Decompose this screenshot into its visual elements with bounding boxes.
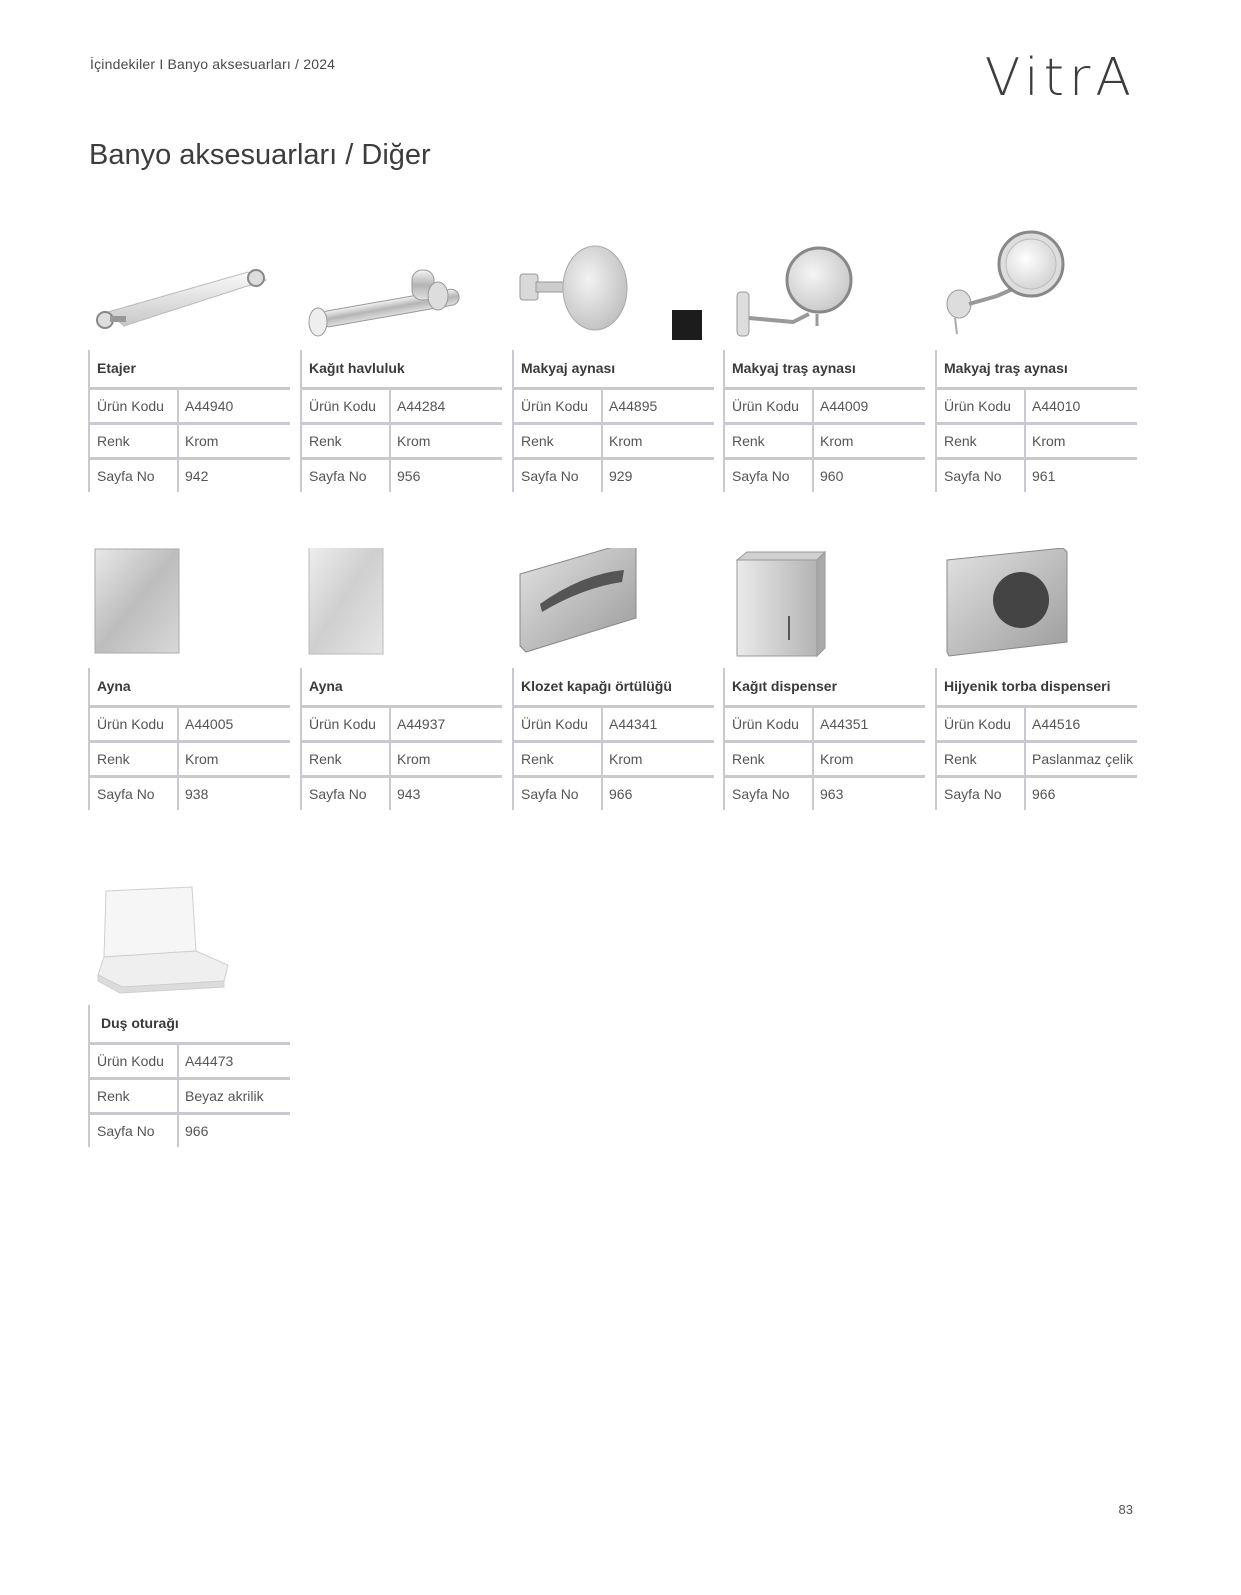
product-page: 938 [185,786,209,802]
product-name: Ayna [90,668,290,708]
product-info [935,668,1137,810]
product-color: Krom [820,751,854,767]
product-image-seat-cover-dispenser [512,548,712,668]
product-color-row [90,425,290,460]
page-label: Sayfa No [302,778,391,810]
color-label: Renk [937,743,1026,775]
product-color-row [725,743,925,778]
product-page: 960 [820,468,844,484]
product-page-row [90,1115,290,1147]
product-page: 966 [609,786,633,802]
product-name: Duş oturağı [90,1005,290,1045]
color-label: Renk [90,425,179,457]
code-label: Ürün Kodu [90,1045,179,1077]
product-page-row [725,460,925,492]
product-color: Krom [397,433,431,449]
product-color: Beyaz akrilik [185,1088,264,1104]
product-code: A44284 [397,398,446,414]
product-image-shelf [88,230,288,350]
product-color-row [302,425,502,460]
code-label: Ürün Kodu [90,708,179,740]
product-info [512,668,714,810]
product-page: 966 [1032,786,1056,802]
product-name: Makyaj traş aynası [937,350,1137,390]
color-label: Renk [725,425,814,457]
product-code: A44473 [185,1053,234,1069]
product-info [88,350,290,492]
breadcrumb-section: Banyo aksesuarları / 2024 [167,56,336,72]
code-label: Ürün Kodu [514,708,603,740]
product-page-row [90,778,290,810]
product-page-row [514,778,714,810]
product-page: 966 [185,1123,209,1139]
code-label: Ürün Kodu [302,390,391,422]
product-code-row [514,390,714,425]
product-code: A44010 [1032,398,1081,414]
product-info [935,350,1137,492]
page-label: Sayfa No [90,1115,179,1147]
product-image-makeup-mirror [512,230,712,350]
product-code: A44940 [185,398,234,414]
page-label: Sayfa No [302,460,391,492]
product-page-row [937,460,1137,492]
product-code-row [302,390,502,425]
page-label: Sayfa No [514,460,603,492]
product-name: Klozet kapağı örtülüğü [514,668,714,708]
product-image-shaving-mirror [723,230,923,350]
product-image-shower-seat [88,885,288,1005]
product-image-lighted-shaving-mirror [935,230,1135,350]
product-code: A44937 [397,716,446,732]
product-color-row [514,743,714,778]
page-label: Sayfa No [725,778,814,810]
product-name: Kağıt havluluk [302,350,502,390]
product-color: Krom [609,751,643,767]
breadcrumb-separator: I [159,56,164,72]
product-image-mirror [88,548,288,668]
code-label: Ürün Kodu [90,390,179,422]
product-code-row [514,708,714,743]
product-color: Krom [185,751,219,767]
product-color-row [514,425,714,460]
product-image-paper-holder [300,230,500,350]
product-image-mirror [300,548,500,668]
product-info [723,668,925,810]
product-code: A44009 [820,398,869,414]
product-color: Paslanmaz çelik [1032,751,1134,767]
product-name: Makyaj traş aynası [725,350,925,390]
product-color: Krom [397,751,431,767]
color-label: Renk [725,743,814,775]
product-code: A44516 [1032,716,1081,732]
product-code: A44341 [609,716,658,732]
code-label: Ürün Kodu [725,708,814,740]
color-label: Renk [937,425,1026,457]
product-color-row [725,425,925,460]
page-label: Sayfa No [90,778,179,810]
product-code-row [90,390,290,425]
product-page-row [725,778,925,810]
product-color: Krom [1032,433,1066,449]
product-color: Krom [185,433,219,449]
product-code-row [937,390,1137,425]
product-name: Hijyenik torba dispenseri [937,668,1137,708]
code-label: Ürün Kodu [937,390,1026,422]
code-label: Ürün Kodu [514,390,603,422]
product-info [300,350,502,492]
product-code-row [937,708,1137,743]
product-page: 943 [397,786,421,802]
product-color-row [937,743,1137,778]
brand-logo: VitrA [984,48,1136,108]
breadcrumb-link-contents[interactable]: İçindekiler [90,56,156,72]
page-label: Sayfa No [514,778,603,810]
product-color: Krom [609,433,643,449]
product-code-row [725,390,925,425]
product-name: Etajer [90,350,290,390]
page-title: Banyo aksesuarları / Diğer [89,139,431,172]
page-label: Sayfa No [937,778,1026,810]
product-page: 942 [185,468,209,484]
product-name: Kağıt dispenser [725,668,925,708]
page-label: Sayfa No [725,460,814,492]
product-code-row [90,708,290,743]
product-color-row [937,425,1137,460]
product-code: A44351 [820,716,869,732]
code-label: Ürün Kodu [302,708,391,740]
product-info [88,1005,290,1147]
product-name: Makyaj aynası [514,350,714,390]
product-info [512,350,714,492]
product-page-row [514,460,714,492]
color-label: Renk [302,743,391,775]
product-page: 961 [1032,468,1056,484]
color-label: Renk [514,425,603,457]
product-image-paper-dispenser [723,548,923,668]
color-label: Renk [302,425,391,457]
product-page-row [302,778,502,810]
product-page-row [90,460,290,492]
product-info [88,668,290,810]
product-image-hygiene-bag-dispenser [935,548,1135,668]
product-page-row [302,460,502,492]
color-label: Renk [90,743,179,775]
product-code-row [90,1045,290,1080]
color-label: Renk [90,1080,179,1112]
product-code: A44895 [609,398,658,414]
product-color: Krom [820,433,854,449]
page-label: Sayfa No [90,460,179,492]
product-code-row [302,708,502,743]
product-code: A44005 [185,716,234,732]
code-label: Ürün Kodu [725,390,814,422]
product-info [723,350,925,492]
page-label: Sayfa No [937,460,1026,492]
color-label: Renk [514,743,603,775]
page-number: 83 [1118,1502,1133,1517]
breadcrumb [90,56,335,72]
code-label: Ürün Kodu [937,708,1026,740]
product-color-row [90,743,290,778]
product-name: Ayna [302,668,502,708]
product-page-row [937,778,1137,810]
product-page: 956 [397,468,421,484]
product-code-row [725,708,925,743]
product-color-row [302,743,502,778]
product-info [300,668,502,810]
product-page: 963 [820,786,844,802]
product-page: 929 [609,468,633,484]
product-color-row [90,1080,290,1115]
